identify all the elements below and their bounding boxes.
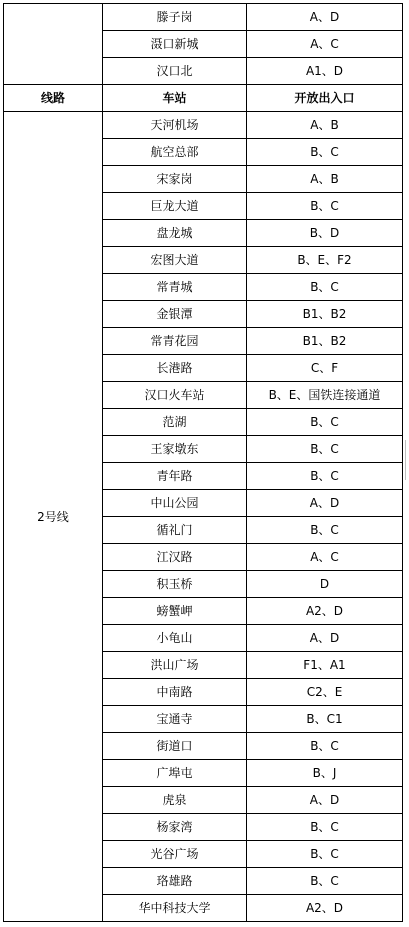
station-cell: 常青城 bbox=[103, 274, 247, 301]
exits-cell: B、C bbox=[247, 193, 403, 220]
exits-cell: A、D bbox=[247, 4, 403, 31]
exits-cell: A、D bbox=[247, 625, 403, 652]
exits-cell: A、B bbox=[247, 166, 403, 193]
exits-cell: B、C bbox=[247, 868, 403, 895]
exits-cell: A1、D bbox=[247, 58, 403, 85]
station-cell: 盘龙城 bbox=[103, 220, 247, 247]
station-cell: 常青花园 bbox=[103, 328, 247, 355]
exits-cell: B、J bbox=[247, 760, 403, 787]
station-cell: 长港路 bbox=[103, 355, 247, 382]
station-cell: 天河机场 bbox=[103, 112, 247, 139]
header-line: 线路 bbox=[4, 85, 103, 112]
exits-cell: B、C bbox=[247, 139, 403, 166]
exits-cell: B、C bbox=[247, 841, 403, 868]
exits-cell: B、C bbox=[247, 733, 403, 760]
header-exits: 开放出入口 bbox=[247, 85, 403, 112]
exits-cell: B、E、国铁连接通道 bbox=[247, 382, 403, 409]
header-row bbox=[4, 85, 403, 112]
station-cell: 青年路 bbox=[103, 463, 247, 490]
exits-cell: A、D bbox=[247, 787, 403, 814]
exits-cell: B、C bbox=[247, 463, 403, 490]
station-cell: 宋家岗 bbox=[103, 166, 247, 193]
header-station: 车站 bbox=[103, 85, 247, 112]
station-cell: 杨家湾 bbox=[103, 814, 247, 841]
station-cell: 江汉路 bbox=[103, 544, 247, 571]
station-cell: 汉口火车站 bbox=[103, 382, 247, 409]
station-cell: 小龟山 bbox=[103, 625, 247, 652]
exits-cell: A、C bbox=[247, 544, 403, 571]
station-cell: 光谷广场 bbox=[103, 841, 247, 868]
exits-cell: C、F bbox=[247, 355, 403, 382]
station-cell: 中南路 bbox=[103, 679, 247, 706]
station-cell: 广埠屯 bbox=[103, 760, 247, 787]
station-cell: 范湖 bbox=[103, 409, 247, 436]
exits-cell: B、C bbox=[247, 436, 403, 463]
line-cell-previous bbox=[4, 4, 103, 85]
station-cell: 螃蟹岬 bbox=[103, 598, 247, 625]
exits-cell: C2、E bbox=[247, 679, 403, 706]
station-cell: 王家墩东 bbox=[103, 436, 247, 463]
exits-cell: B、D bbox=[247, 220, 403, 247]
station-cell: 巨龙大道 bbox=[103, 193, 247, 220]
station-cell: 金银潭 bbox=[103, 301, 247, 328]
station-cell: 洪山广场 bbox=[103, 652, 247, 679]
station-cell: 街道口 bbox=[103, 733, 247, 760]
exits-cell: A、B bbox=[247, 112, 403, 139]
station-cell: 滕子岗 bbox=[103, 4, 247, 31]
table-body bbox=[4, 4, 403, 922]
exits-cell: B1、B2 bbox=[247, 328, 403, 355]
line-name-cell: 2号线 bbox=[4, 112, 103, 922]
exits-cell: D bbox=[247, 571, 403, 598]
exits-cell: A2、D bbox=[247, 895, 403, 922]
exits-cell: A、D bbox=[247, 490, 403, 517]
station-cell: 虎泉 bbox=[103, 787, 247, 814]
station-cell: 宝通寺 bbox=[103, 706, 247, 733]
station-cell: 宏图大道 bbox=[103, 247, 247, 274]
divider bbox=[405, 440, 409, 480]
station-cell: 积玉桥 bbox=[103, 571, 247, 598]
exits-cell: B、C bbox=[247, 409, 403, 436]
station-cell: 循礼门 bbox=[103, 517, 247, 544]
exits-cell: B、C bbox=[247, 814, 403, 841]
exits-cell: A2、D bbox=[247, 598, 403, 625]
table-row bbox=[4, 112, 403, 139]
table-row bbox=[4, 4, 403, 31]
exits-cell: B、C1 bbox=[247, 706, 403, 733]
exits-cell: B、C bbox=[247, 517, 403, 544]
station-cell: 汉口北 bbox=[103, 58, 247, 85]
exits-cell: B、E、F2 bbox=[247, 247, 403, 274]
station-cell: 华中科技大学 bbox=[103, 895, 247, 922]
station-cell: 中山公园 bbox=[103, 490, 247, 517]
exits-cell: F1、A1 bbox=[247, 652, 403, 679]
station-cell: 滠口新城 bbox=[103, 31, 247, 58]
station-cell: 珞雄路 bbox=[103, 868, 247, 895]
station-cell: 航空总部 bbox=[103, 139, 247, 166]
exits-cell: B、C bbox=[247, 274, 403, 301]
exits-cell: B1、B2 bbox=[247, 301, 403, 328]
exits-cell: A、C bbox=[247, 31, 403, 58]
station-exits-table bbox=[3, 3, 403, 922]
